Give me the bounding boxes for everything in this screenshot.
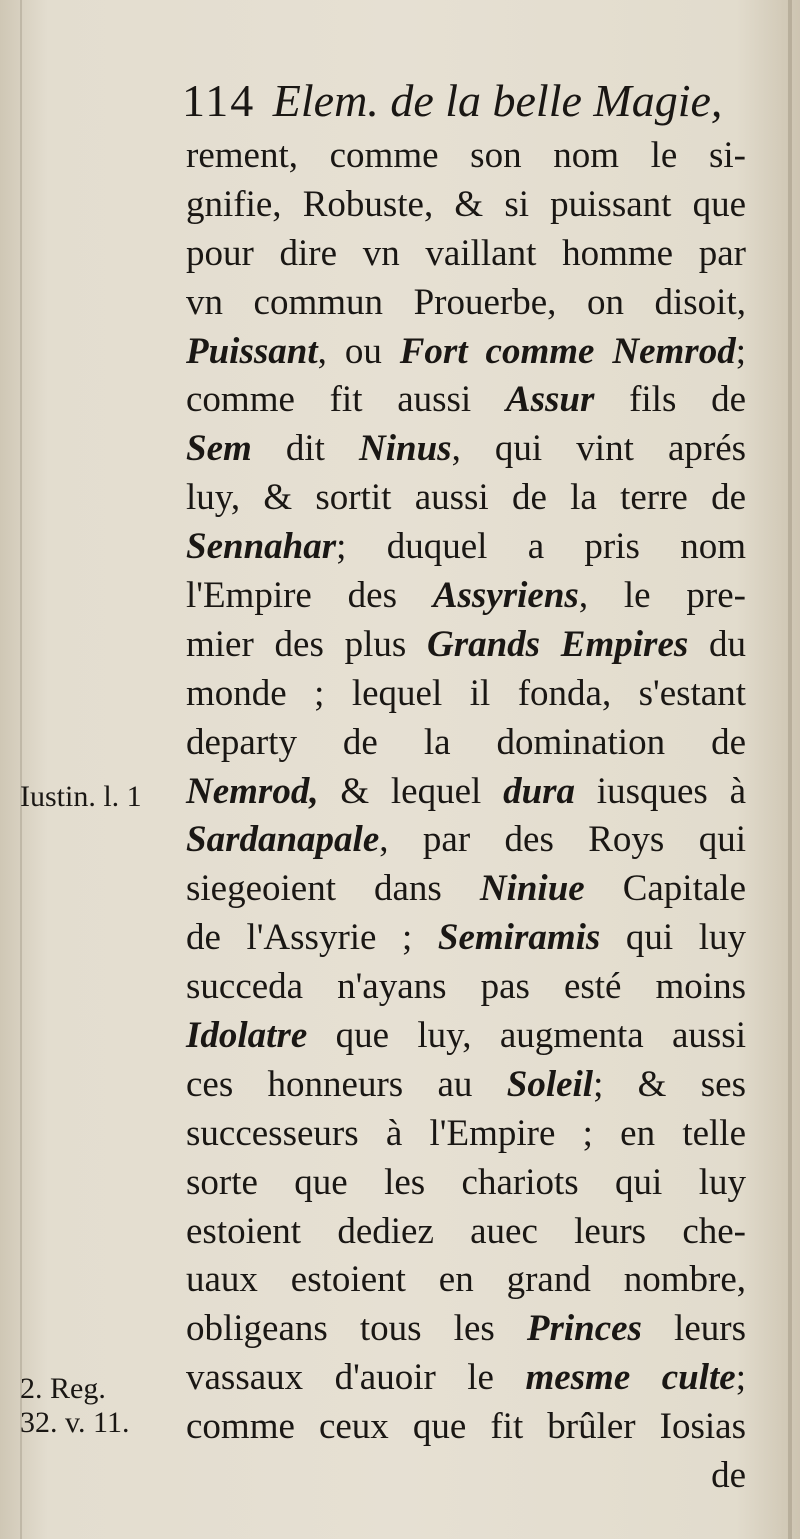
text-segment: ; duquel a pris nom [336, 526, 746, 568]
text-line [186, 914, 746, 963]
text-line [186, 816, 746, 865]
italic-text: Assur [505, 379, 595, 421]
catchword: de [711, 1455, 746, 1497]
italic-text: Assyriens [432, 575, 579, 617]
text-segment: de l'Assyrie ; [186, 917, 438, 959]
marginal-note-line: 2. Reg. [20, 1372, 106, 1405]
text-segment: siegeoient dans [186, 868, 480, 910]
text-segment: succeda n'ayans pas esté moins [186, 966, 746, 1008]
text-line [186, 865, 746, 914]
text-segment: , le pre- [578, 575, 746, 617]
text-line [186, 768, 746, 817]
italic-text: Niniue [479, 868, 585, 910]
text-line [186, 1354, 746, 1403]
marginal-note-reg [20, 1372, 129, 1440]
text-line [186, 719, 746, 768]
text-segment: que luy, augmenta aussi [307, 1015, 746, 1057]
text-segment: pour dire vn vaillant homme par [186, 232, 746, 274]
text-segment: luy, & sortit aussi de la terre de [186, 477, 746, 519]
text-line [186, 963, 746, 1012]
text-segment: mier des plus [186, 623, 427, 665]
text-segment: , qui vint aprés [451, 428, 747, 470]
text-segment: dit [251, 428, 360, 470]
text-segment: qui luy [600, 917, 746, 959]
text-line [186, 328, 746, 377]
italic-text: Princes [526, 1308, 642, 1350]
text-segment: du [688, 623, 746, 665]
text-line [186, 230, 746, 279]
text-segment: iusques à [575, 770, 746, 812]
italic-text: dura [503, 770, 576, 812]
running-title: Elem. de la belle Magie, [272, 75, 723, 126]
italic-text: Grands Empires [426, 623, 689, 665]
text-line [186, 1208, 746, 1257]
italic-text: Ninus [359, 428, 452, 470]
italic-text: mesme culte [525, 1357, 736, 1399]
text-line [186, 279, 746, 328]
text-segment: sorte que les chariots qui luy [186, 1161, 746, 1203]
text-line [186, 1305, 746, 1354]
text-line [186, 132, 746, 181]
text-segment: ; [735, 1357, 746, 1399]
italic-text: Sardanapale [186, 819, 380, 861]
text-segment: uaux estoient en grand nombre, [186, 1259, 746, 1301]
page-edge-shadow [788, 0, 792, 1539]
marginal-note-line: Iustin. l. 1 [20, 780, 142, 813]
text-segment: comme fit aussi [186, 379, 506, 421]
italic-text: Puissant [186, 330, 318, 372]
italic-text: Nemrod, [186, 770, 319, 812]
italic-text: Fort comme Nemrod [399, 330, 736, 372]
marginal-note-line: 32. v. 11. [20, 1406, 130, 1439]
text-line [186, 1159, 746, 1208]
text-line [186, 1256, 746, 1305]
page-number: 114 [182, 75, 256, 126]
italic-text: Sem [186, 428, 252, 470]
page-gutter-shadow [20, 0, 22, 1539]
text-line [186, 1012, 746, 1061]
text-segment: departy de la domination de [186, 721, 746, 763]
text-line [186, 670, 746, 719]
marginal-note-justin [20, 780, 142, 814]
text-segment: comme ceux que fit brûler Iosias [186, 1406, 746, 1448]
text-segment: l'Empire des [186, 575, 433, 617]
text-segment: Capitale [584, 868, 746, 910]
text-segment: vassaux d'auoir le [186, 1357, 526, 1399]
text-line [186, 474, 746, 523]
italic-text: Soleil [506, 1063, 594, 1105]
italic-text: Idolatre [186, 1015, 308, 1057]
text-segment: obligeans tous les [186, 1308, 527, 1350]
running-header [182, 66, 782, 136]
text-segment: gnifie, Robuste, & si puissant que [186, 183, 746, 225]
text-segment: rement, comme son nom le si- [186, 135, 746, 176]
text-segment: fils de [594, 379, 746, 421]
text-segment: , ou [317, 330, 400, 372]
text-line [186, 1110, 746, 1159]
italic-text: Semiramis [437, 917, 601, 959]
text-line [186, 572, 746, 621]
text-segment: monde ; lequel il fonda, s'estant [186, 672, 746, 714]
text-line [186, 376, 746, 425]
text-segment: leurs [641, 1308, 746, 1350]
text-segment: estoient dediez auec leurs che- [186, 1210, 746, 1252]
text-segment: & lequel [318, 770, 504, 812]
text-line [186, 181, 746, 230]
italic-text: Sennahar [186, 526, 337, 568]
text-segment: successeurs à l'Empire ; en telle [186, 1112, 746, 1154]
text-line [186, 1061, 746, 1110]
text-segment: , par des Roys qui [379, 819, 746, 861]
text-line [186, 523, 746, 572]
text-segment: ; [735, 330, 746, 372]
text-segment: ces honneurs au [186, 1063, 507, 1105]
text-line [186, 425, 746, 474]
text-segment: vn commun Prouerbe, on disoit, [186, 281, 746, 323]
text-line [186, 621, 746, 670]
text-segment: ; & ses [593, 1063, 746, 1105]
text-line [186, 1403, 746, 1452]
body-text [186, 132, 746, 1501]
